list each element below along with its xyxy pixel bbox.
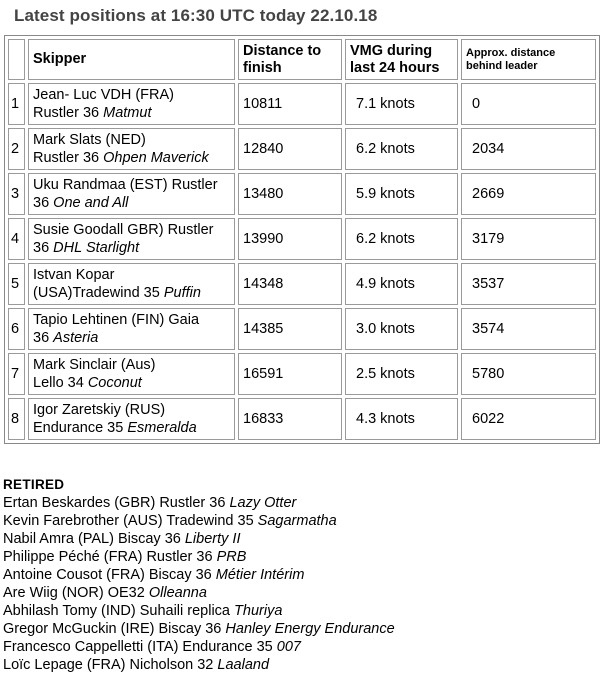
rank-cell: 4 bbox=[8, 218, 25, 260]
boat-name: One and All bbox=[53, 195, 129, 211]
retired-boat-name: Métier Intérim bbox=[215, 567, 305, 583]
table-row bbox=[8, 263, 596, 305]
skipper-boat-class: 36 bbox=[33, 330, 54, 346]
behind-cell: 2034 bbox=[461, 128, 596, 170]
skipper-cell bbox=[28, 173, 235, 215]
skipper-name: Uku Randmaa (EST) Rustler bbox=[33, 177, 218, 193]
rank-header bbox=[8, 39, 25, 80]
retired-item bbox=[3, 548, 595, 566]
table-row bbox=[8, 128, 596, 170]
positions-table bbox=[4, 35, 600, 444]
retired-skipper: Philippe Péché (FRA) Rustler 36 bbox=[3, 549, 217, 565]
vmg-cell: 2.5 knots bbox=[345, 353, 458, 395]
retired-skipper: Gregor McGuckin (IRE) Biscay 36 bbox=[3, 621, 226, 637]
distance-cell: 13990 bbox=[238, 218, 342, 260]
vmg-cell: 5.9 knots bbox=[345, 173, 458, 215]
skipper-name: Susie Goodall GBR) Rustler bbox=[33, 222, 214, 238]
skipper-cell bbox=[28, 83, 235, 125]
rank-cell: 8 bbox=[8, 398, 25, 440]
table-header-row bbox=[8, 39, 596, 80]
retired-boat-name: Sagarmatha bbox=[257, 513, 337, 529]
vmg-cell: 7.1 knots bbox=[345, 83, 458, 125]
retired-title: RETIRED bbox=[3, 477, 65, 492]
retired-item bbox=[3, 602, 595, 620]
retired-list bbox=[3, 494, 595, 674]
retired-skipper: Francesco Cappelletti (ITA) Endurance 35 bbox=[3, 639, 277, 655]
skipper-name: Jean- Luc VDH (FRA) bbox=[33, 87, 175, 103]
skipper-name: Igor Zaretskiy (RUS) bbox=[33, 402, 166, 418]
retired-skipper: Abhilash Tomy (IND) Suhaili replica bbox=[3, 603, 235, 619]
vmg-cell: 6.2 knots bbox=[345, 128, 458, 170]
boat-name: Ohpen Maverick bbox=[103, 150, 209, 166]
skipper-name: Istvan Kopar bbox=[33, 267, 115, 283]
boat-name: Coconut bbox=[87, 375, 142, 391]
retired-skipper: Antoine Cousot (FRA) Biscay 36 bbox=[3, 567, 216, 583]
rank-cell: 3 bbox=[8, 173, 25, 215]
boat-name: Puffin bbox=[163, 285, 201, 301]
skipper-cell bbox=[28, 128, 235, 170]
distance-cell: 14385 bbox=[238, 308, 342, 350]
vmg-cell: 4.3 knots bbox=[345, 398, 458, 440]
boat-name: Asteria bbox=[53, 330, 99, 346]
behind-cell: 6022 bbox=[461, 398, 596, 440]
retired-boat-name: Thuriya bbox=[234, 603, 283, 619]
table-row bbox=[8, 218, 596, 260]
retired-item bbox=[3, 656, 595, 674]
distance-cell: 16591 bbox=[238, 353, 342, 395]
boat-name: Esmeralda bbox=[127, 420, 197, 436]
rank-cell: 2 bbox=[8, 128, 25, 170]
distance-cell: 12840 bbox=[238, 128, 342, 170]
distance-cell: 14348 bbox=[238, 263, 342, 305]
skipper-name: Mark Sinclair (Aus) bbox=[33, 357, 156, 373]
skipper-boat-class: (USA)Tradewind 35 bbox=[33, 285, 164, 301]
skipper-boat-class: Rustler 36 bbox=[33, 105, 104, 121]
skipper-name: Tapio Lehtinen (FIN) Gaia bbox=[33, 312, 200, 328]
boat-name: DHL Starlight bbox=[53, 240, 140, 256]
distance-header: Distance to finish bbox=[238, 39, 342, 80]
retired-boat-name: PRB bbox=[216, 549, 247, 565]
distance-cell: 10811 bbox=[238, 83, 342, 125]
retired-skipper: Are Wiig (NOR) OE32 bbox=[3, 585, 149, 601]
skipper-name: Mark Slats (NED) bbox=[33, 132, 146, 148]
skipper-cell bbox=[28, 353, 235, 395]
behind-cell: 3537 bbox=[461, 263, 596, 305]
table-row bbox=[8, 353, 596, 395]
retired-item bbox=[3, 566, 595, 584]
distance-cell: 13480 bbox=[238, 173, 342, 215]
retired-item bbox=[3, 494, 595, 512]
behind-header: Approx. distance behind leader bbox=[461, 39, 596, 80]
retired-skipper: Loïc Lepage (FRA) Nicholson 32 bbox=[3, 657, 218, 673]
skipper-cell bbox=[28, 308, 235, 350]
skipper-cell bbox=[28, 263, 235, 305]
behind-cell: 5780 bbox=[461, 353, 596, 395]
rank-cell: 5 bbox=[8, 263, 25, 305]
retired-boat-name: Liberty II bbox=[184, 531, 241, 547]
retired-item bbox=[3, 530, 595, 548]
skipper-boat-class: 36 bbox=[33, 195, 54, 211]
vmg-cell: 6.2 knots bbox=[345, 218, 458, 260]
retired-boat-name: Laaland bbox=[217, 657, 270, 673]
skipper-header: Skipper bbox=[28, 39, 235, 80]
behind-cell: 2669 bbox=[461, 173, 596, 215]
retired-section bbox=[3, 477, 595, 674]
table-row bbox=[8, 398, 596, 440]
retired-skipper: Nabil Amra (PAL) Biscay 36 bbox=[3, 531, 185, 547]
table-row bbox=[8, 83, 596, 125]
skipper-boat-class: Endurance 35 bbox=[33, 420, 128, 436]
behind-cell: 0 bbox=[461, 83, 596, 125]
retired-boat-name: Hanley Energy Endurance bbox=[225, 621, 395, 637]
boat-name: Matmut bbox=[103, 105, 152, 121]
retired-skipper: Kevin Farebrother (AUS) Tradewind 35 bbox=[3, 513, 258, 529]
rank-cell: 1 bbox=[8, 83, 25, 125]
skipper-cell bbox=[28, 398, 235, 440]
retired-item bbox=[3, 638, 595, 656]
table-row bbox=[8, 173, 596, 215]
vmg-cell: 4.9 knots bbox=[345, 263, 458, 305]
skipper-boat-class: Rustler 36 bbox=[33, 150, 104, 166]
behind-cell: 3574 bbox=[461, 308, 596, 350]
page-title: Latest positions at 16:30 UTC today 22.10.18 bbox=[14, 6, 378, 25]
distance-cell: 16833 bbox=[238, 398, 342, 440]
retired-item bbox=[3, 584, 595, 602]
rank-cell: 7 bbox=[8, 353, 25, 395]
retired-item bbox=[3, 512, 595, 530]
skipper-boat-class: Lello 34 bbox=[33, 375, 88, 391]
vmg-cell: 3.0 knots bbox=[345, 308, 458, 350]
table-row bbox=[8, 308, 596, 350]
retired-item bbox=[3, 620, 595, 638]
retired-boat-name: Lazy Otter bbox=[229, 495, 297, 511]
retired-boat-name: 007 bbox=[276, 639, 301, 655]
vmg-header: VMG during last 24 hours bbox=[345, 39, 458, 80]
behind-cell: 3179 bbox=[461, 218, 596, 260]
skipper-boat-class: 36 bbox=[33, 240, 54, 256]
rank-cell: 6 bbox=[8, 308, 25, 350]
table-body bbox=[8, 83, 596, 440]
skipper-cell bbox=[28, 218, 235, 260]
retired-boat-name: Olleanna bbox=[148, 585, 207, 601]
retired-skipper: Ertan Beskardes (GBR) Rustler 36 bbox=[3, 495, 230, 511]
